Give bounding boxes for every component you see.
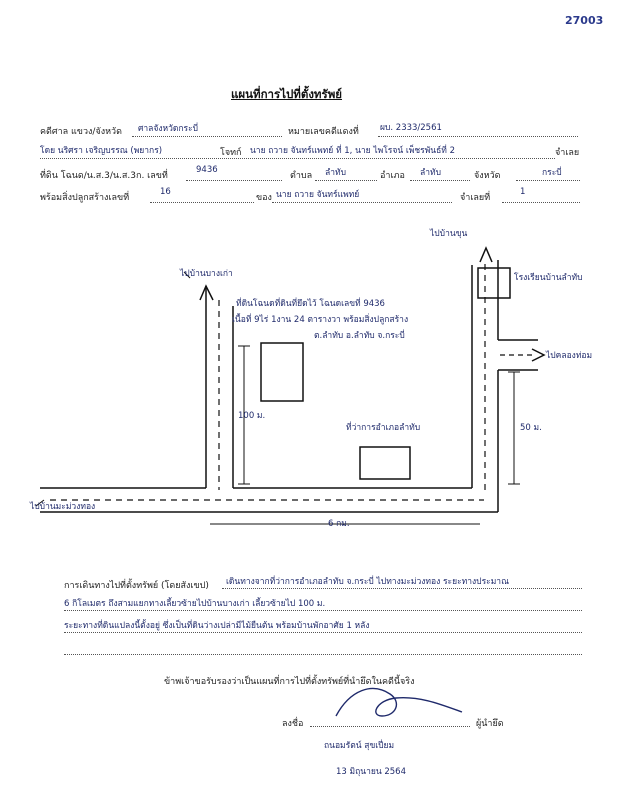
property-note-line2: เนื้อที่ 9ไร่ 1งาน 24 ตารางวา พร้อมสิ่งปลูกสร้าง — [232, 315, 409, 325]
road-label-ban-ok: ไปบ้านขุน — [430, 229, 468, 239]
building-value: 16 — [160, 187, 171, 197]
case-value: ผบ. 2333/2561 — [380, 123, 442, 133]
road-label-khlong-thom: ไปคลองท่อม — [546, 351, 593, 361]
province-value: กระบี่ — [542, 168, 562, 178]
signature-role: ผู้นำยึด — [476, 719, 504, 729]
court-value: ศาลจังหวัดกระบี่ — [138, 124, 199, 134]
amphoe-value: ลำทับ — [420, 168, 441, 178]
distance-100m: 100 ม. — [238, 411, 266, 421]
tambon-label: ตำบล — [290, 171, 313, 181]
defendant-no-label: จำเลยที่ — [460, 193, 491, 203]
deed-value: 9436 — [196, 165, 218, 175]
defendant-no-value: 1 — [520, 187, 526, 197]
case-label: หมายเลขคดีแดงที่ — [288, 127, 359, 137]
province-label: จังหวัด — [474, 171, 501, 181]
district-office-label: ที่ว่าการอำเภอลำทับ — [346, 423, 421, 433]
page-title: แผนที่การไปที่ตั้งทรัพย์ — [231, 87, 343, 101]
school-label: โรงเรียนบ้านลำทับ — [514, 273, 583, 283]
owner-value: นาย ถวาย จันทร์แพทย์ — [276, 190, 360, 200]
document-stamp: 27003 — [565, 14, 604, 27]
plaintiff-suffix: โจทก์ — [220, 148, 242, 158]
signature-date: 13 มิถุนายน 2564 — [336, 767, 406, 777]
property-note-line1: ที่ดินโฉนดที่ดินที่ยึดไว้ โฉนดเลขที่ 9436 — [236, 299, 385, 309]
property-note-line3: ต.ลำทับ อ.ลำทับ จ.กระบี่ — [314, 331, 405, 341]
defendant-suffix: จำเลย — [555, 148, 580, 158]
deed-label: ที่ดิน โฉนด/น.ส.3/น.ส.3ก. เลขที่ — [40, 171, 168, 181]
certification-text: ข้าพเจ้าขอรับรองว่าเป็นแผนที่การไปที่ตั้งทรัพย์ที่นำยึดในคดีนี้จริง — [164, 677, 415, 687]
defendant-value: นาย ถวาย จันทร์แพทย์ ที่ 1, นาย ไพโรจน์ เพ็ชรพันธ์ที่ 2 — [250, 146, 456, 156]
directions-line1: เดินทางจากที่ว่าการอำเภอลำทับ จ.กระบี่ ไปทางมะม่วงทอง ระยะทางประมาณ — [226, 577, 509, 587]
court-label: คดีศาล แขวง/จังหวัด — [40, 127, 122, 137]
signer-name: ถนอมรัตน์ สุขเปี่ยม — [324, 741, 395, 751]
building-label: พร้อมสิ่งปลูกสร้างเลขที่ — [40, 193, 130, 203]
directions-line2: 6 กิโลเมตร ถึงสามแยกทางเลี้ยวซ้ายไปบ้านบางเก่า เลี้ยวซ้ายไป 100 ม. — [64, 599, 326, 609]
plaintiff-value: โดย นริศรา เจริญบรรณ (พยากร) — [40, 146, 163, 156]
directions-line3: ระยะทางที่ดินแปลงนี้ตั้งอยู่ ซึ่งเป็นที่ดินว่างเปล่ามีไม้ยืนต้น พร้อมบ้านพักอาศัย 1 หลัง — [64, 621, 370, 631]
distance-50m: 50 ม. — [520, 423, 542, 433]
amphoe-label: อำเภอ — [380, 171, 405, 181]
distance-6km: 6 กม. — [328, 519, 350, 529]
road-label-maptong: ไปบ้านมะม่วงทอง — [30, 502, 96, 512]
tambon-value: ลำทับ — [325, 168, 346, 178]
directions-label: การเดินทางไปที่ตั้งทรัพย์ (โดยสังเขป) — [64, 581, 209, 591]
signature-label: ลงชื่อ — [282, 719, 304, 729]
owner-label: ของ — [256, 193, 272, 203]
road-label-bang-kao: ไปบ้านบางเก่า — [180, 269, 233, 279]
